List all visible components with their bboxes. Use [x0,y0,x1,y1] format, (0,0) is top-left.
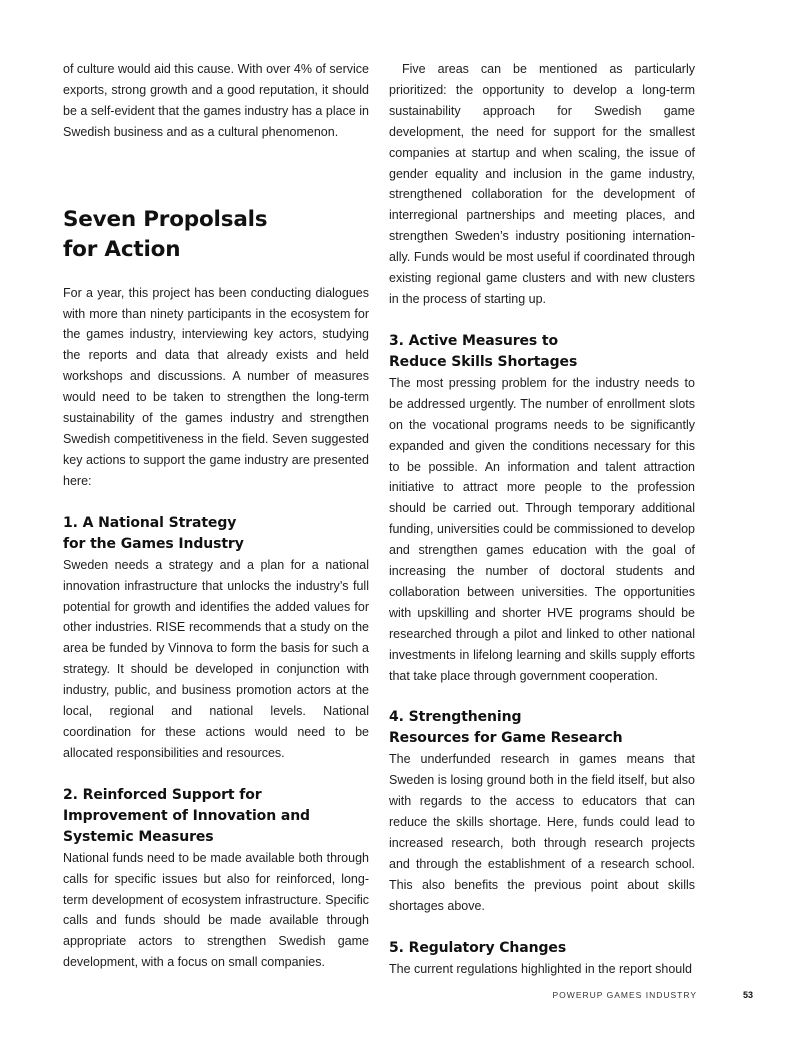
heading-line: 3. Active Measures to [389,332,559,349]
heading-reinforced-support [63,785,369,848]
page-footer [0,990,800,1004]
heading-line: 4. Strengthening [389,709,522,726]
heading-line: 1. A National Strategy [63,514,237,531]
heading-line: Reduce Skills Shortages [389,353,578,370]
heading-regulatory-changes: 5. Regulatory Changes [389,939,567,956]
body-national-strategy: Sweden needs a strategy and a plan for a national innovation infrastructure that unlocks the industry’s full potential for growth and identifies the added values for other industries. RISE recommends that a study on the area be funded by Vinnova to form the basis for such a strategy. It should be developed in conjunction with industry, public, and business promotion actors at the local, regional and national levels. National coordination for these actions would need to be allocated responsibilities and resources. [63,557,369,760]
right-column [389,59,695,980]
section-title [63,205,369,265]
body-reinforced-support: National funds need to be made available both through calls for specific issues but also for reinforced, long-term development of ecosystem infrastructure. Specific calls and funds should be made available through appropriate actors to strengthen Swedish game development, with a focus on small companies. [63,850,369,970]
body-skills-shortages: The most pressing problem for the industry needs to be addressed urgently. The number of enrollment slots on the vocational programs needs to be significantly expanded and given the conditions necessary for this to be possible. An information and talent attraction initiative to attract more people to the profession should be carried out. Through temporary additional funding, universities could be commissioned to develop and strengthen games education with the goal of increasing the number of doctoral students and collaboration between universities. The opportunities with upskilling and shorter HVE programs should be researched through a pilot and linked to other national investments in lifelong learning and skills supply efforts that take place through government cooperation. [389,375,695,683]
heading-line: Systemic Measures [63,828,214,845]
heading-line: 2. Reinforced Support for [63,786,262,803]
section-title-line-2: for Action [63,236,181,262]
intro-paragraph: of culture would aid this cause. With over 4% of service exports, strong growth and a good reputation, it should be a self-evident that the games industry has a place in Swedish business and as a cultural phenomenon. [63,62,369,139]
priority-areas-paragraph: Five areas can be mentioned as particularly prioritized: the opportunity to develop a long-term sustainability approach for Swedish game development, the need for support for the smallest companies at startup and when scaling, the issue of gender equality and inclusion in the game industry, strengthened collaboration for the development of interregional partnerships and meeting places, and strengthen Sweden’s industry positioning internationally. Funds would be most useful if coordinated through existing regional game clusters and with new clusters in the process of starting up. [389,62,695,306]
heading-skills-shortages [389,331,695,373]
running-title: POWERUP GAMES INDUSTRY [552,990,697,1000]
body-regulatory-changes: The current regulations highlighted in the report should [389,961,692,976]
lead-paragraph: For a year, this project has been conducting dialogues with more than ninety participants in the ecosystem for the games industry, interviewing key actors, studying the reports and data that already exists and held workshops and discussions. A number of measures would need to be taken to strengthen the long-term sustainability of the games industry and strengthen Swedish competitiveness in the field. Seven suggested key actions to support the game industry are presented here: [63,285,369,488]
left-column [63,59,369,973]
heading-line: Improvement of Innovation and [63,807,310,824]
heading-line: for the Games Industry [63,535,244,552]
heading-national-strategy [63,513,369,555]
heading-line: Resources for Game Research [389,730,623,747]
heading-game-research [389,707,695,749]
section-title-line-1: Seven Propolsals [63,206,268,232]
page-number: 53 [742,990,753,1000]
body-game-research: The underfunded research in games means that Sweden is losing ground both in the field itself, but also with regards to the access to educators that can reduce the skills shortage. Here, funds could lead to increased research, both through research projects and through the establishment of a research school. This also benefits the previous point about skills shortages above. [389,752,695,913]
